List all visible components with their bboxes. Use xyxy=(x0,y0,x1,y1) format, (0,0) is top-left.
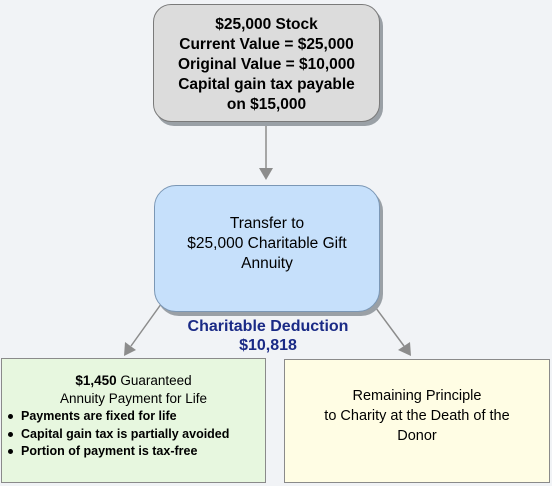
stock-line: Capital gain tax payable xyxy=(178,76,355,93)
deduction-amount: $10,818 xyxy=(239,337,297,354)
stock-line: Original Value = $10,000 xyxy=(177,56,356,73)
bullet-icon xyxy=(8,414,13,419)
deduction-label: Charitable Deduction xyxy=(187,318,349,335)
stock-line: $25,000 Stock xyxy=(215,16,318,33)
annuity-title-rest: Guaranteed xyxy=(116,373,192,388)
bullet-text: Portion of payment is tax-free xyxy=(21,444,198,458)
annuity-box xyxy=(1,358,266,483)
arrowhead-down-left-icon xyxy=(124,342,136,356)
stock-line: on $15,000 xyxy=(226,96,307,113)
transfer-line: Transfer to xyxy=(229,215,305,232)
charitable-deduction xyxy=(168,317,368,355)
bullet-icon xyxy=(8,449,13,454)
annuity-title xyxy=(2,372,265,390)
remainder-line: Remaining Principle xyxy=(352,388,482,404)
annuity-bullet-list xyxy=(2,408,265,461)
bullet-text: Payments are fixed for life xyxy=(21,409,177,423)
arrowhead-down-icon xyxy=(259,168,273,180)
remainder-box xyxy=(284,359,550,483)
list-item xyxy=(2,443,265,461)
list-item xyxy=(2,408,265,426)
transfer-box xyxy=(154,185,380,312)
remainder-line: Donor xyxy=(397,428,437,444)
stock-box xyxy=(153,4,380,122)
annuity-title-line2: Annuity Payment for Life xyxy=(59,391,208,406)
annuity-amount: $1,450 xyxy=(75,373,117,388)
stock-line: Current Value = $25,000 xyxy=(179,36,354,53)
arrowhead-down-right-icon xyxy=(398,342,411,356)
bullet-icon xyxy=(8,432,13,437)
list-item xyxy=(2,426,265,444)
transfer-line: $25,000 Charitable Gift xyxy=(187,235,347,252)
transfer-line: Annuity xyxy=(241,255,293,272)
arrow-transfer-to-remainder xyxy=(370,300,404,346)
remainder-line: to Charity at the Death of the xyxy=(324,408,510,424)
arrow-transfer-to-annuity xyxy=(131,300,164,346)
bullet-text: Capital gain tax is partially avoided xyxy=(21,426,230,441)
